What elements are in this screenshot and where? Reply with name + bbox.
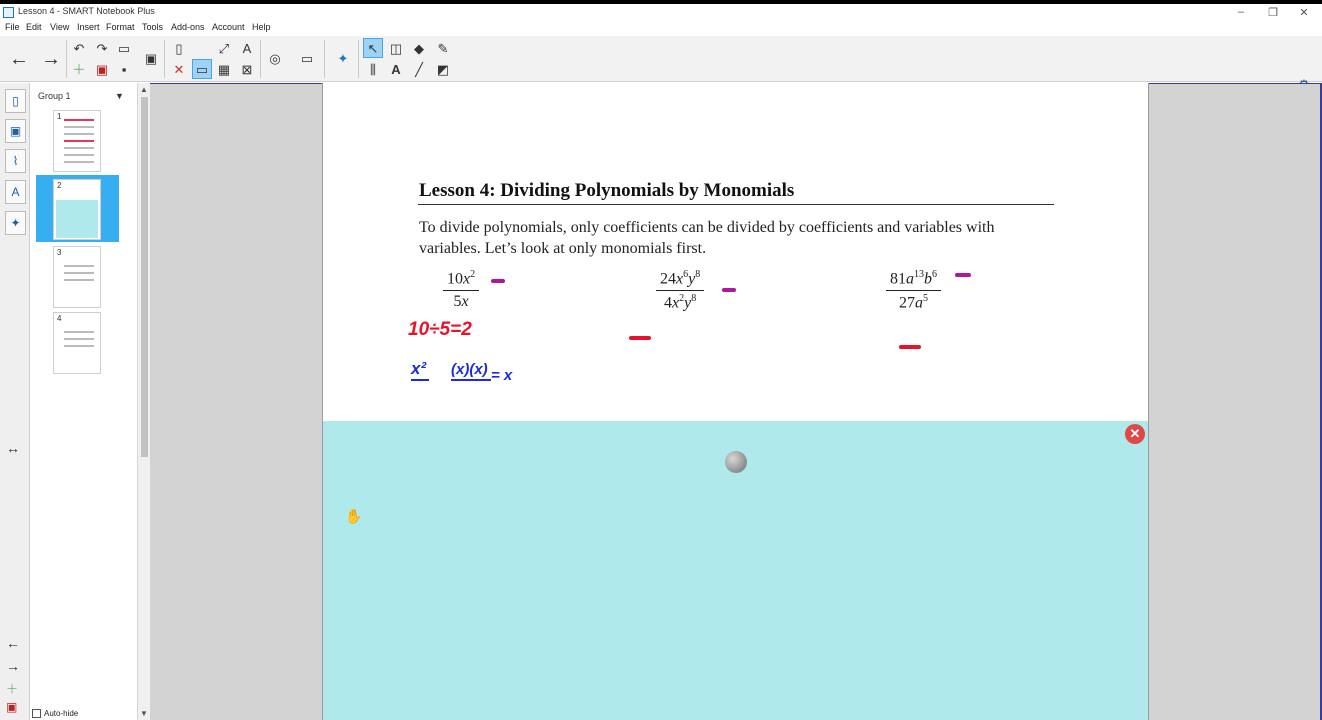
record-icon[interactable]: ▭ — [300, 50, 314, 66]
restore-button[interactable]: ❐ — [1268, 7, 1278, 19]
page-thumbnail-1[interactable] — [53, 110, 101, 172]
menu-bar — [0, 22, 1322, 36]
camera-icon[interactable]: ◎ — [269, 50, 281, 66]
save-icon[interactable]: ▪ — [121, 61, 127, 77]
sorter-scrollbar[interactable]: ▲ ▼ — [137, 83, 150, 720]
chevron-down-icon[interactable]: ▼ — [115, 91, 124, 101]
ink-mark[interactable] — [629, 336, 651, 340]
side-tabs — [0, 83, 30, 720]
menu-edit[interactable]: Edit — [26, 22, 42, 32]
screen-shade-icon[interactable]: ▭ — [192, 59, 212, 79]
select-icon[interactable]: ↖ — [363, 38, 383, 58]
undo-icon[interactable]: ↶ — [73, 40, 85, 56]
previous-page-icon[interactable]: ← — [6, 635, 20, 651]
menu-insert[interactable]: Insert — [77, 22, 100, 32]
fraction-bar-ink — [411, 379, 429, 381]
fraction-problem-2[interactable]: $\frac{24x^6y^8}{4x^2y^8}$ — [656, 269, 704, 313]
menu-tools[interactable]: Tools — [142, 22, 164, 32]
ink-mark[interactable] — [722, 288, 736, 292]
delete-page-icon[interactable]: ▣ — [95, 61, 109, 77]
close-icon[interactable]: ✕ — [1125, 424, 1145, 444]
app-icon — [3, 7, 14, 18]
title-bar — [0, 0, 1322, 22]
minimize-button[interactable]: – — [1237, 6, 1245, 18]
fit-page-icon[interactable]: ⊠ — [241, 61, 253, 77]
menu-help[interactable]: Help — [252, 22, 271, 32]
ink-mark[interactable] — [955, 273, 971, 277]
page-number: 3 — [57, 248, 62, 257]
close-window-button[interactable]: ✕ — [1299, 7, 1309, 19]
shade-drag-handle[interactable] — [725, 451, 747, 473]
fraction-bar-ink — [451, 379, 491, 381]
delete-icon[interactable]: ✕ — [173, 61, 185, 77]
menu-format[interactable]: Format — [106, 22, 135, 32]
redo-icon[interactable]: ↷ — [96, 40, 108, 56]
delete-page-rail-icon[interactable]: ▣ — [6, 700, 18, 714]
line-icon[interactable]: ╱ — [415, 61, 423, 77]
fraction-problem-3[interactable]: $\frac{81a^{13}b^6}{27a^5}$ — [886, 269, 941, 313]
ink-mark[interactable] — [899, 345, 921, 349]
page-number: 4 — [57, 314, 62, 323]
menu-file[interactable]: File — [5, 22, 20, 32]
text-icon[interactable]: A — [391, 61, 401, 77]
main-toolbar — [0, 36, 1322, 82]
handwriting-blue-left[interactable]: x² — [411, 359, 427, 378]
next-page-icon[interactable]: → — [6, 658, 20, 674]
pen-icon[interactable]: ✎ — [437, 40, 449, 56]
screen-shade[interactable] — [323, 421, 1148, 720]
page-number: 2 — [57, 181, 62, 190]
table-icon[interactable]: ▦ — [217, 61, 231, 77]
addons-icon[interactable]: ✦ — [337, 50, 349, 66]
attachments-tab[interactable]: ⌇ — [5, 149, 26, 173]
window-title: Lesson 4 - SMART Notebook Plus — [18, 6, 155, 16]
page-thumbnail-3[interactable] — [53, 246, 101, 308]
eraser-icon[interactable]: ◩ — [436, 61, 450, 77]
fraction-problem-1[interactable]: $\frac{10x^2}{5x}$ — [443, 269, 479, 311]
properties-tab[interactable]: A — [5, 180, 26, 204]
menu-view[interactable]: View — [50, 22, 70, 32]
add-page-rail-icon[interactable]: ＋ — [6, 682, 19, 696]
page-thumbnail-2[interactable] — [53, 179, 101, 240]
group-label[interactable]: Group 1 — [38, 91, 71, 101]
ink-mark[interactable] — [491, 279, 505, 283]
menu-addons[interactable]: Add-ons — [171, 22, 205, 32]
shapes-icon[interactable]: ◫ — [389, 40, 403, 56]
page-title[interactable]: Lesson 4: Dividing Polynomials by Monomials — [419, 180, 795, 201]
resize-sidebar-icon[interactable]: ↔ — [6, 440, 20, 456]
forward-arrow-icon[interactable]: → — [41, 48, 61, 70]
autohide-label: Auto-hide — [44, 709, 79, 718]
full-screen-icon[interactable]: ⤢ — [218, 40, 230, 56]
spell-check-icon[interactable]: A — [242, 40, 252, 56]
title-rule — [418, 204, 1054, 205]
open-file-icon[interactable]: ▭ — [117, 40, 131, 56]
scrollbar-thumb[interactable] — [141, 97, 148, 457]
page-number: 1 — [57, 112, 62, 121]
menu-account[interactable]: Account — [212, 22, 245, 32]
autohide-option[interactable] — [32, 709, 78, 718]
autohide-checkbox[interactable] — [32, 709, 41, 718]
handwriting-red[interactable]: 10÷5=2 — [408, 319, 472, 340]
add-page-icon[interactable]: ＋ — [72, 61, 86, 77]
hand-cursor-icon: ✋ — [345, 508, 363, 524]
notebook-page[interactable] — [322, 83, 1149, 720]
back-arrow-icon[interactable]: ← — [9, 48, 29, 70]
gallery-tab[interactable]: ▣ — [5, 119, 26, 143]
intro-text[interactable]: To divide polynomials, only coefficients can be divided by coefficients and variables with variables. Let’s look at only monomials first. — [419, 219, 995, 257]
page-sorter-tab[interactable]: ▯ — [5, 89, 26, 113]
properties-icon[interactable]: ⫼ — [370, 61, 376, 77]
handwriting-blue-mid[interactable]: (x)(x) — [451, 361, 488, 378]
paste-icon[interactable]: ▯ — [175, 40, 183, 56]
handwriting-blue-result[interactable]: = x — [491, 367, 513, 384]
addons-tab[interactable]: ✦ — [5, 211, 26, 235]
page-thumbnail-4[interactable] — [53, 312, 101, 374]
page-sorter — [30, 83, 137, 720]
screen-capture-icon[interactable]: ▣ — [144, 50, 158, 66]
fill-icon[interactable]: ◆ — [414, 40, 424, 56]
